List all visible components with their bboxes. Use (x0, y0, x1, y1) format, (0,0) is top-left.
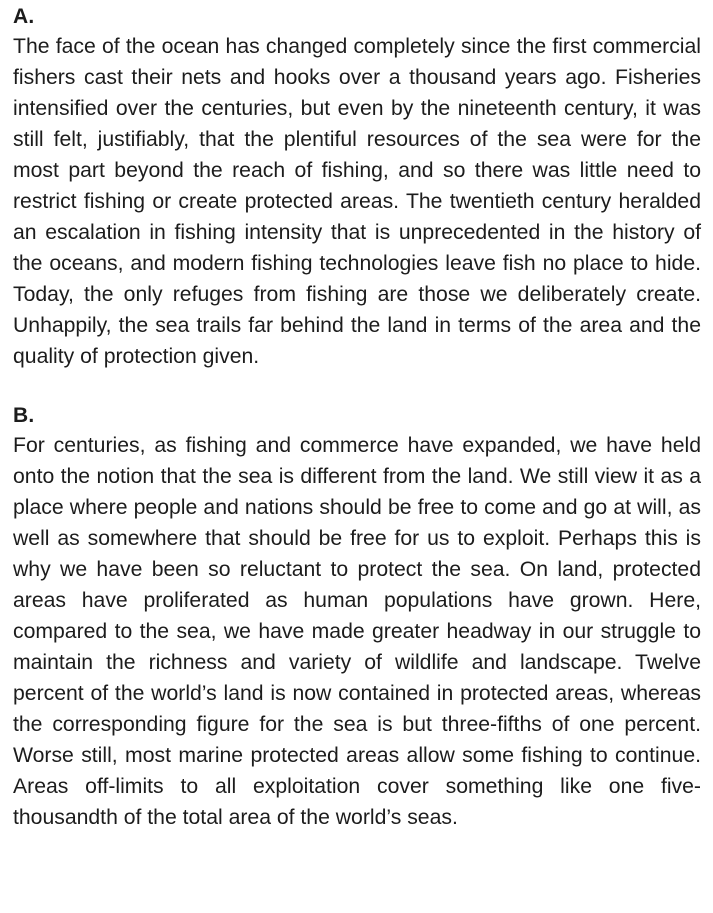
section-a-heading: A. (13, 5, 35, 28)
section-b (13, 402, 701, 833)
section-b-heading: B. (13, 404, 35, 427)
section-b-paragraph: For centuries, as fishing and commerce have expanded, we have held onto the notion that the sea is different from the land. We still view it as a place where people and nations should be free to come and go at will, as well as somewhere that should be free for us to exploit. Perhaps this is why we have been so reluctant to protect the sea. On land, protected areas have proliferated as human populations have grown. Here, compared to the sea, we have made greater headway in our struggle to maintain the richness and variety of wildlife and landscape. Twelve percent of the world’s land is now contained in protected areas, whereas the corresponding figure for the sea is but three-fifths of one percent. Worse still, most marine protected areas allow some fishing to continue. Areas off-limits to all exploitation cover something like one five-thousandth of the total area of the world’s seas. (13, 434, 701, 829)
section-a-paragraph: The face of the ocean has changed completely since the first commercial fishers cast their nets and hooks over a thousand years ago. Fisheries intensified over the centuries, but even by the nineteenth century, it was still felt, justifiably, that the plentiful resources of the sea were for the most part beyond the reach of fishing, and so there was little need to restrict fishing or create protected areas. The twentieth century heralded an escalation in fishing intensity that is unprecedented in the history of the oceans, and modern fishing technologies leave fish no place to hide. Today, the only refuges from fishing are those we deliberately create. Unhappily, the sea trails far behind the land in terms of the area and the quality of protection given. (13, 35, 701, 368)
section-a (13, 0, 701, 372)
